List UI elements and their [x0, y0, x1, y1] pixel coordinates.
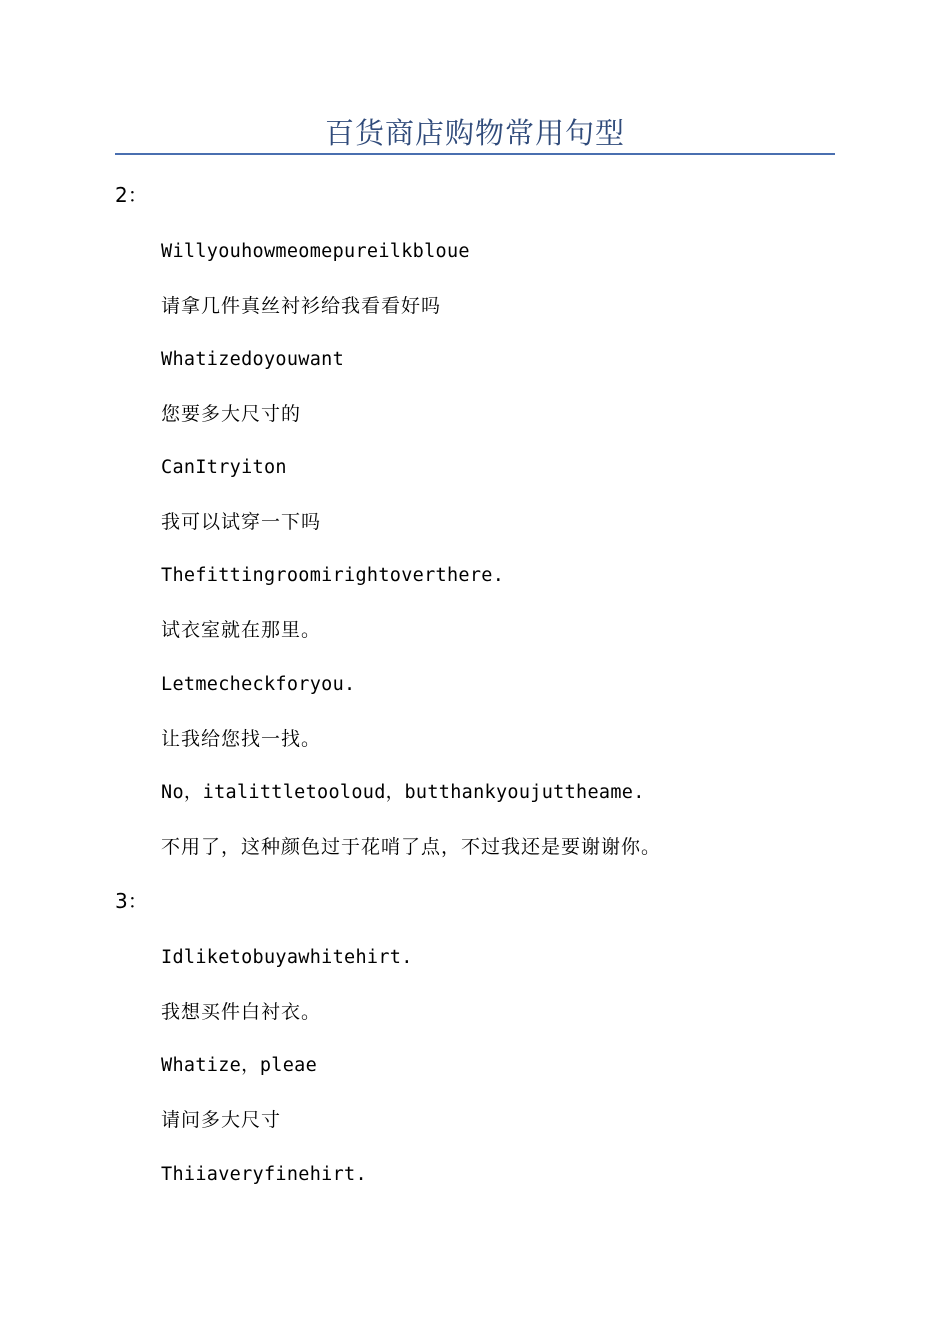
english-sentence: Thefittingroomirightoverthere.	[161, 565, 505, 586]
chinese-sentence: 我可以试穿一下吗	[161, 511, 322, 533]
chinese-sentence: 请问多大尺寸	[161, 1109, 282, 1131]
english-sentence: Thiiaveryfinehirt.	[161, 1164, 367, 1185]
english-sentence: Whatize，pleae	[161, 1055, 318, 1076]
chinese-sentence: 您要多大尺寸的	[161, 403, 302, 425]
english-sentence: No，italittletooloud，butthankyoujuttheame.	[161, 782, 645, 803]
english-sentence: Whatizedoyouwant	[161, 349, 345, 370]
chinese-sentence: 让我给您找一找。	[161, 728, 322, 750]
section-label: 3：	[115, 889, 148, 913]
english-sentence: Letmecheckforyou.	[161, 674, 356, 695]
document-title: 百货商店购物常用句型	[324, 116, 625, 150]
english-sentence: CanItryiton	[161, 457, 287, 478]
chinese-sentence: 请拿几件真丝衬衫给我看看好吗	[161, 295, 442, 317]
section-label: 2：	[115, 183, 148, 207]
chinese-sentence: 试衣室就在那里。	[161, 619, 322, 641]
title-underline	[115, 153, 835, 155]
chinese-sentence: 不用了，这种颜色过于花哨了点，不过我还是要谢谢你。	[161, 836, 662, 858]
english-sentence: Idliketobuyawhitehirt.	[161, 947, 413, 968]
english-sentence: Willyouhowmeomepureilkbloue	[161, 241, 470, 262]
chinese-sentence: 我想买件白衬衣。	[161, 1001, 322, 1023]
